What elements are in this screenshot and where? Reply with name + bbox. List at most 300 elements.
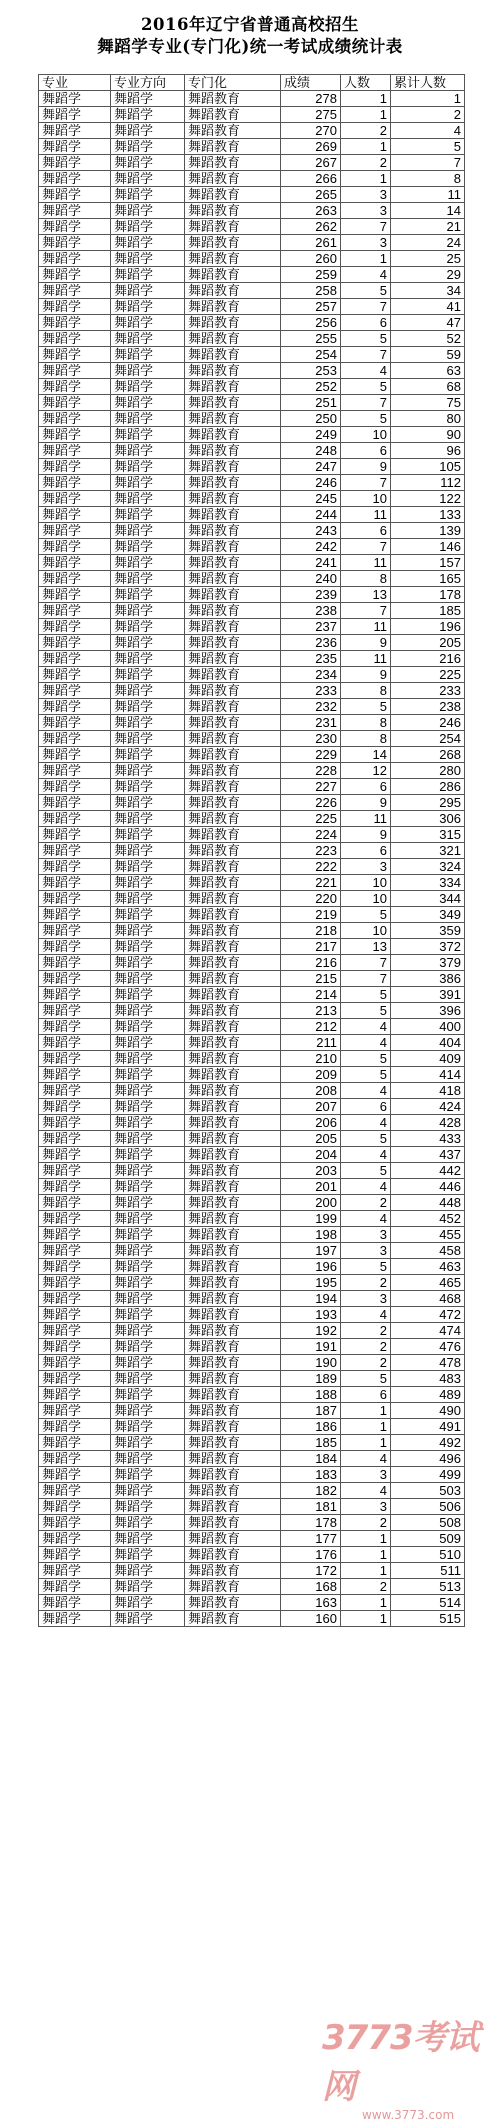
table-row	[39, 491, 465, 507]
cell-direction: 舞蹈学	[111, 1451, 185, 1467]
cell-specialization: 舞蹈教育	[185, 1019, 281, 1035]
cell-count: 2	[341, 1275, 391, 1291]
cell-major: 舞蹈学	[39, 587, 111, 603]
cell-specialization: 舞蹈教育	[185, 1243, 281, 1259]
cell-direction: 舞蹈学	[111, 763, 185, 779]
cell-cumulative: 492	[391, 1435, 465, 1451]
cell-cumulative: 8	[391, 171, 465, 187]
table-row	[39, 619, 465, 635]
cell-count: 4	[341, 1307, 391, 1323]
cell-major: 舞蹈学	[39, 1147, 111, 1163]
cell-direction: 舞蹈学	[111, 715, 185, 731]
table-row	[39, 363, 465, 379]
cell-major: 舞蹈学	[39, 1467, 111, 1483]
table-row	[39, 347, 465, 363]
cell-score: 176	[281, 1547, 341, 1563]
cell-score: 194	[281, 1291, 341, 1307]
table-row	[39, 1147, 465, 1163]
cell-count: 1	[341, 251, 391, 267]
cell-count: 3	[341, 1227, 391, 1243]
cell-score: 253	[281, 363, 341, 379]
cell-score: 248	[281, 443, 341, 459]
cell-direction: 舞蹈学	[111, 1419, 185, 1435]
cell-cumulative: 7	[391, 155, 465, 171]
table-row	[39, 1259, 465, 1275]
cell-direction: 舞蹈学	[111, 683, 185, 699]
cell-score: 211	[281, 1035, 341, 1051]
cell-cumulative: 59	[391, 347, 465, 363]
cell-count: 11	[341, 555, 391, 571]
cell-count: 4	[341, 267, 391, 283]
cell-specialization: 舞蹈教育	[185, 1115, 281, 1131]
cell-score: 260	[281, 251, 341, 267]
cell-cumulative: 25	[391, 251, 465, 267]
table-row	[39, 1099, 465, 1115]
cell-specialization: 舞蹈教育	[185, 107, 281, 123]
cell-score: 220	[281, 891, 341, 907]
table-row	[39, 1163, 465, 1179]
cell-major: 舞蹈学	[39, 1387, 111, 1403]
cell-count: 10	[341, 923, 391, 939]
watermark-logo: 3773考试网	[322, 2018, 479, 2107]
cell-cumulative: 463	[391, 1259, 465, 1275]
cell-score: 244	[281, 507, 341, 523]
cell-count: 5	[341, 1051, 391, 1067]
cell-specialization: 舞蹈教育	[185, 1515, 281, 1531]
cell-specialization: 舞蹈教育	[185, 1003, 281, 1019]
cell-count: 9	[341, 635, 391, 651]
cell-specialization: 舞蹈教育	[185, 635, 281, 651]
cell-cumulative: 63	[391, 363, 465, 379]
cell-direction: 舞蹈学	[111, 443, 185, 459]
table-row	[39, 571, 465, 587]
cell-major: 舞蹈学	[39, 411, 111, 427]
cell-specialization: 舞蹈教育	[185, 1403, 281, 1419]
table-row	[39, 187, 465, 203]
cell-score: 265	[281, 187, 341, 203]
score-statistics-table	[38, 74, 465, 1627]
table-row	[39, 251, 465, 267]
cell-cumulative: 280	[391, 763, 465, 779]
cell-specialization: 舞蹈教育	[185, 1147, 281, 1163]
table-row	[39, 1451, 465, 1467]
cell-major: 舞蹈学	[39, 555, 111, 571]
cell-specialization: 舞蹈教育	[185, 891, 281, 907]
cell-major: 舞蹈学	[39, 523, 111, 539]
cell-specialization: 舞蹈教育	[185, 843, 281, 859]
cell-specialization: 舞蹈教育	[185, 1387, 281, 1403]
document-header	[0, 0, 500, 70]
cell-specialization: 舞蹈教育	[185, 411, 281, 427]
cell-score: 219	[281, 907, 341, 923]
cell-cumulative: 513	[391, 1579, 465, 1595]
cell-count: 4	[341, 1211, 391, 1227]
table-row	[39, 1387, 465, 1403]
title-line-1: 2016年辽宁省普通高校招生	[141, 15, 359, 34]
cell-direction: 舞蹈学	[111, 699, 185, 715]
cell-direction: 舞蹈学	[111, 139, 185, 155]
cell-specialization: 舞蹈教育	[185, 795, 281, 811]
cell-direction: 舞蹈学	[111, 155, 185, 171]
cell-major: 舞蹈学	[39, 987, 111, 1003]
column-header-score: 成绩	[281, 75, 341, 91]
cell-score: 259	[281, 267, 341, 283]
cell-major: 舞蹈学	[39, 1179, 111, 1195]
cell-specialization: 舞蹈教育	[185, 731, 281, 747]
cell-specialization: 舞蹈教育	[185, 187, 281, 203]
cell-major: 舞蹈学	[39, 1547, 111, 1563]
cell-count: 10	[341, 891, 391, 907]
table-row	[39, 1403, 465, 1419]
cell-major: 舞蹈学	[39, 1227, 111, 1243]
cell-score: 257	[281, 299, 341, 315]
cell-cumulative: 386	[391, 971, 465, 987]
cell-count: 7	[341, 539, 391, 555]
cell-score: 221	[281, 875, 341, 891]
cell-count: 11	[341, 507, 391, 523]
cell-specialization: 舞蹈教育	[185, 139, 281, 155]
cell-direction: 舞蹈学	[111, 795, 185, 811]
cell-specialization: 舞蹈教育	[185, 219, 281, 235]
cell-direction: 舞蹈学	[111, 1595, 185, 1611]
cell-specialization: 舞蹈教育	[185, 251, 281, 267]
cell-cumulative: 442	[391, 1163, 465, 1179]
cell-score: 205	[281, 1131, 341, 1147]
cell-major: 舞蹈学	[39, 795, 111, 811]
cell-major: 舞蹈学	[39, 923, 111, 939]
cell-count: 8	[341, 683, 391, 699]
cell-score: 189	[281, 1371, 341, 1387]
cell-specialization: 舞蹈教育	[185, 283, 281, 299]
cell-specialization: 舞蹈教育	[185, 459, 281, 475]
table-row	[39, 555, 465, 571]
table-row	[39, 235, 465, 251]
cell-count: 8	[341, 731, 391, 747]
cell-score: 203	[281, 1163, 341, 1179]
cell-direction: 舞蹈学	[111, 267, 185, 283]
site-watermark	[322, 2010, 482, 2122]
cell-cumulative: 122	[391, 491, 465, 507]
cell-score: 234	[281, 667, 341, 683]
cell-cumulative: 409	[391, 1051, 465, 1067]
cell-direction: 舞蹈学	[111, 411, 185, 427]
cell-direction: 舞蹈学	[111, 1531, 185, 1547]
cell-direction: 舞蹈学	[111, 571, 185, 587]
cell-cumulative: 96	[391, 443, 465, 459]
cell-direction: 舞蹈学	[111, 1499, 185, 1515]
cell-count: 6	[341, 1387, 391, 1403]
cell-specialization: 舞蹈教育	[185, 1323, 281, 1339]
cell-major: 舞蹈学	[39, 395, 111, 411]
cell-cumulative: 105	[391, 459, 465, 475]
cell-score: 252	[281, 379, 341, 395]
cell-direction: 舞蹈学	[111, 491, 185, 507]
cell-cumulative: 490	[391, 1403, 465, 1419]
cell-count: 10	[341, 427, 391, 443]
table-row	[39, 219, 465, 235]
cell-score: 160	[281, 1611, 341, 1627]
cell-score: 235	[281, 651, 341, 667]
cell-major: 舞蹈学	[39, 91, 111, 107]
cell-count: 2	[341, 1195, 391, 1211]
cell-count: 3	[341, 1499, 391, 1515]
cell-count: 7	[341, 603, 391, 619]
cell-cumulative: 268	[391, 747, 465, 763]
cell-direction: 舞蹈学	[111, 283, 185, 299]
cell-specialization: 舞蹈教育	[185, 683, 281, 699]
cell-direction: 舞蹈学	[111, 299, 185, 315]
cell-cumulative: 465	[391, 1275, 465, 1291]
cell-major: 舞蹈学	[39, 539, 111, 555]
cell-count: 1	[341, 139, 391, 155]
cell-major: 舞蹈学	[39, 331, 111, 347]
table-row	[39, 443, 465, 459]
table-row	[39, 1483, 465, 1499]
cell-score: 270	[281, 123, 341, 139]
table-row	[39, 475, 465, 491]
table-row	[39, 635, 465, 651]
cell-cumulative: 499	[391, 1467, 465, 1483]
cell-specialization: 舞蹈教育	[185, 1547, 281, 1563]
cell-score: 168	[281, 1579, 341, 1595]
cell-specialization: 舞蹈教育	[185, 347, 281, 363]
table-row	[39, 987, 465, 1003]
table-row	[39, 283, 465, 299]
table-row	[39, 411, 465, 427]
cell-major: 舞蹈学	[39, 1211, 111, 1227]
table-row	[39, 827, 465, 843]
cell-specialization: 舞蹈教育	[185, 571, 281, 587]
cell-specialization: 舞蹈教育	[185, 1179, 281, 1195]
cell-cumulative: 157	[391, 555, 465, 571]
cell-score: 236	[281, 635, 341, 651]
cell-cumulative: 75	[391, 395, 465, 411]
cell-major: 舞蹈学	[39, 1243, 111, 1259]
cell-major: 舞蹈学	[39, 1019, 111, 1035]
cell-score: 209	[281, 1067, 341, 1083]
cell-major: 舞蹈学	[39, 939, 111, 955]
cell-count: 1	[341, 91, 391, 107]
cell-specialization: 舞蹈教育	[185, 811, 281, 827]
cell-cumulative: 446	[391, 1179, 465, 1195]
cell-score: 217	[281, 939, 341, 955]
table-row	[39, 107, 465, 123]
cell-score: 240	[281, 571, 341, 587]
cell-direction: 舞蹈学	[111, 651, 185, 667]
cell-direction: 舞蹈学	[111, 923, 185, 939]
cell-direction: 舞蹈学	[111, 331, 185, 347]
cell-major: 舞蹈学	[39, 507, 111, 523]
cell-count: 1	[341, 171, 391, 187]
table-row	[39, 1195, 465, 1211]
cell-cumulative: 424	[391, 1099, 465, 1115]
cell-score: 237	[281, 619, 341, 635]
cell-direction: 舞蹈学	[111, 1163, 185, 1179]
cell-direction: 舞蹈学	[111, 939, 185, 955]
cell-direction: 舞蹈学	[111, 107, 185, 123]
table-row	[39, 1307, 465, 1323]
cell-specialization: 舞蹈教育	[185, 1099, 281, 1115]
cell-specialization: 舞蹈教育	[185, 1195, 281, 1211]
cell-count: 6	[341, 315, 391, 331]
cell-direction: 舞蹈学	[111, 1195, 185, 1211]
cell-count: 4	[341, 363, 391, 379]
cell-score: 254	[281, 347, 341, 363]
cell-score: 214	[281, 987, 341, 1003]
cell-specialization: 舞蹈教育	[185, 587, 281, 603]
cell-score: 223	[281, 843, 341, 859]
cell-specialization: 舞蹈教育	[185, 1291, 281, 1307]
cell-direction: 舞蹈学	[111, 1179, 185, 1195]
cell-specialization: 舞蹈教育	[185, 955, 281, 971]
table-row	[39, 1131, 465, 1147]
cell-major: 舞蹈学	[39, 1291, 111, 1307]
cell-major: 舞蹈学	[39, 267, 111, 283]
cell-cumulative: 216	[391, 651, 465, 667]
cell-direction: 舞蹈学	[111, 187, 185, 203]
cell-direction: 舞蹈学	[111, 603, 185, 619]
cell-score: 266	[281, 171, 341, 187]
cell-cumulative: 29	[391, 267, 465, 283]
cell-cumulative: 2	[391, 107, 465, 123]
cell-cumulative: 21	[391, 219, 465, 235]
cell-cumulative: 90	[391, 427, 465, 443]
cell-direction: 舞蹈学	[111, 203, 185, 219]
cell-direction: 舞蹈学	[111, 235, 185, 251]
cell-score: 278	[281, 91, 341, 107]
cell-major: 舞蹈学	[39, 1499, 111, 1515]
cell-cumulative: 483	[391, 1371, 465, 1387]
table-row	[39, 139, 465, 155]
cell-specialization: 舞蹈教育	[185, 1227, 281, 1243]
cell-cumulative: 468	[391, 1291, 465, 1307]
cell-score: 192	[281, 1323, 341, 1339]
cell-specialization: 舞蹈教育	[185, 1531, 281, 1547]
cell-count: 14	[341, 747, 391, 763]
cell-major: 舞蹈学	[39, 1131, 111, 1147]
cell-cumulative: 349	[391, 907, 465, 923]
cell-direction: 舞蹈学	[111, 859, 185, 875]
cell-cumulative: 47	[391, 315, 465, 331]
cell-direction: 舞蹈学	[111, 1003, 185, 1019]
cell-score: 224	[281, 827, 341, 843]
cell-specialization: 舞蹈教育	[185, 539, 281, 555]
cell-cumulative: 418	[391, 1083, 465, 1099]
cell-major: 舞蹈学	[39, 475, 111, 491]
cell-cumulative: 510	[391, 1547, 465, 1563]
cell-major: 舞蹈学	[39, 1515, 111, 1531]
table-row	[39, 715, 465, 731]
cell-direction: 舞蹈学	[111, 315, 185, 331]
cell-major: 舞蹈学	[39, 491, 111, 507]
cell-major: 舞蹈学	[39, 683, 111, 699]
table-row	[39, 315, 465, 331]
cell-score: 250	[281, 411, 341, 427]
cell-major: 舞蹈学	[39, 843, 111, 859]
cell-count: 11	[341, 619, 391, 635]
cell-score: 206	[281, 1115, 341, 1131]
cell-count: 2	[341, 123, 391, 139]
cell-cumulative: 315	[391, 827, 465, 843]
cell-direction: 舞蹈学	[111, 1435, 185, 1451]
cell-cumulative: 511	[391, 1563, 465, 1579]
cell-score: 184	[281, 1451, 341, 1467]
cell-major: 舞蹈学	[39, 1451, 111, 1467]
cell-count: 2	[341, 1323, 391, 1339]
cell-cumulative: 146	[391, 539, 465, 555]
table-row	[39, 795, 465, 811]
cell-major: 舞蹈学	[39, 1435, 111, 1451]
cell-count: 10	[341, 491, 391, 507]
cell-cumulative: 396	[391, 1003, 465, 1019]
cell-score: 200	[281, 1195, 341, 1211]
cell-specialization: 舞蹈教育	[185, 1083, 281, 1099]
cell-cumulative: 515	[391, 1611, 465, 1627]
table-row	[39, 1355, 465, 1371]
cell-specialization: 舞蹈教育	[185, 203, 281, 219]
cell-score: 229	[281, 747, 341, 763]
cell-cumulative: 344	[391, 891, 465, 907]
table-row	[39, 1579, 465, 1595]
cell-count: 1	[341, 1419, 391, 1435]
cell-specialization: 舞蹈教育	[185, 1307, 281, 1323]
cell-count: 1	[341, 1595, 391, 1611]
cell-specialization: 舞蹈教育	[185, 299, 281, 315]
cell-cumulative: 14	[391, 203, 465, 219]
cell-specialization: 舞蹈教育	[185, 779, 281, 795]
table-row	[39, 203, 465, 219]
cell-cumulative: 391	[391, 987, 465, 1003]
cell-count: 6	[341, 843, 391, 859]
cell-specialization: 舞蹈教育	[185, 1067, 281, 1083]
cell-cumulative: 112	[391, 475, 465, 491]
cell-specialization: 舞蹈教育	[185, 1611, 281, 1627]
cell-cumulative: 496	[391, 1451, 465, 1467]
cell-score: 231	[281, 715, 341, 731]
cell-score: 182	[281, 1483, 341, 1499]
cell-specialization: 舞蹈教育	[185, 939, 281, 955]
cell-specialization: 舞蹈教育	[185, 123, 281, 139]
cell-specialization: 舞蹈教育	[185, 923, 281, 939]
cell-direction: 舞蹈学	[111, 363, 185, 379]
cell-score: 226	[281, 795, 341, 811]
watermark-url: www.3773.com	[362, 2108, 455, 2122]
cell-major: 舞蹈学	[39, 283, 111, 299]
cell-score: 213	[281, 1003, 341, 1019]
cell-specialization: 舞蹈教育	[185, 1259, 281, 1275]
cell-direction: 舞蹈学	[111, 1275, 185, 1291]
cell-major: 舞蹈学	[39, 971, 111, 987]
cell-count: 3	[341, 187, 391, 203]
cell-count: 3	[341, 1467, 391, 1483]
cell-direction: 舞蹈学	[111, 635, 185, 651]
table-row	[39, 667, 465, 683]
cell-score: 199	[281, 1211, 341, 1227]
table-row	[39, 1243, 465, 1259]
cell-direction: 舞蹈学	[111, 843, 185, 859]
cell-specialization: 舞蹈教育	[185, 171, 281, 187]
cell-count: 9	[341, 795, 391, 811]
cell-score: 222	[281, 859, 341, 875]
cell-count: 7	[341, 219, 391, 235]
cell-direction: 舞蹈学	[111, 1131, 185, 1147]
cell-count: 4	[341, 1019, 391, 1035]
table-row	[39, 1019, 465, 1035]
cell-cumulative: 225	[391, 667, 465, 683]
cell-specialization: 舞蹈教育	[185, 1275, 281, 1291]
table-row	[39, 1419, 465, 1435]
cell-score: 275	[281, 107, 341, 123]
